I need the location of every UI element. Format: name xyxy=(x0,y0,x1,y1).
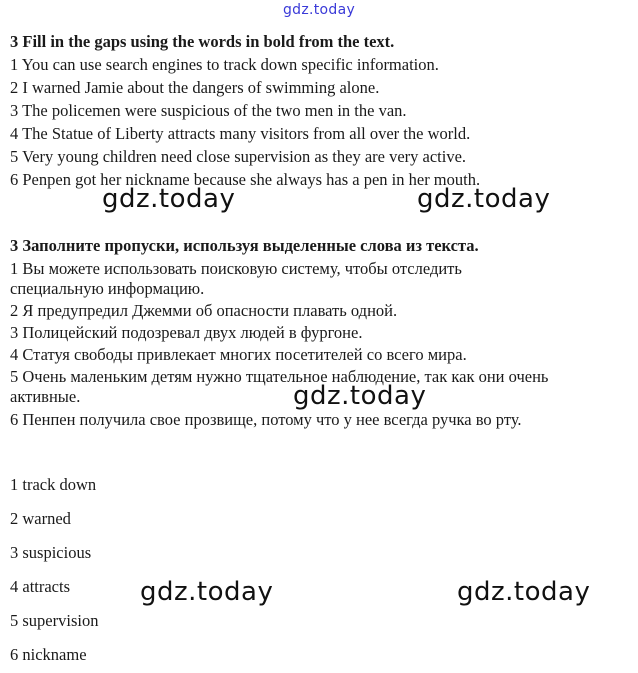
exercise-item-en: 3 The policemen were suspicious of the two men in the van. xyxy=(10,101,407,120)
exercise-item-en: 5 Very young children need close supervision as they are very active. xyxy=(10,147,467,166)
answer-item: 1 track down xyxy=(10,475,97,494)
exercise-item-en: 2 I warned Jamie about the dangers of swimming alone. xyxy=(10,78,380,97)
answer-item: 2 warned xyxy=(10,509,71,528)
answer-item: 4 attracts xyxy=(10,577,71,596)
exercise-line-ru: 1 Вы можете использовать поисковую систему, чтобы отследить xyxy=(10,259,462,278)
answer-item: 5 supervision xyxy=(10,611,99,630)
exercise-item-en: 4 The Statue of Liberty attracts many visitors from all over the world. xyxy=(10,124,471,143)
exercise-line-ru: активные. xyxy=(10,387,81,406)
exercise-line-ru: 2 Я предупредил Джемми об опасности плавать одной. xyxy=(10,301,398,320)
exercise-line-ru: 5 Очень маленьким детям нужно тщательное наблюдение, так как они очень xyxy=(10,367,549,386)
answer-item: 6 nickname xyxy=(10,645,87,664)
site-header-logo: gdz.today xyxy=(282,2,356,18)
watermark: gdz.today xyxy=(417,184,551,214)
exercise-title-ru: 3 Заполните пропуски, используя выделенные слова из текста. xyxy=(10,236,479,255)
exercise-line-ru: 4 Статуя свободы привлекает многих посетителей со всего мира. xyxy=(10,345,467,364)
exercise-item-en: 6 Penpen got her nickname because she always has a pen in her mouth. xyxy=(10,170,481,189)
answer-item: 3 suspicious xyxy=(10,543,92,562)
exercise-line-ru: 6 Пенпен получила свое прозвище, потому что у нее всегда ручка во рту. xyxy=(10,410,522,429)
watermark: gdz.today xyxy=(293,381,427,411)
exercise-line-ru: специальную информацию. xyxy=(10,279,205,298)
exercise-title-en: 3 Fill in the gaps using the words in bold from the text. xyxy=(10,32,395,51)
watermark: gdz.today xyxy=(102,184,236,214)
exercise-item-en: 1 You can use search engines to track down specific information. xyxy=(10,55,439,74)
exercise-line-ru: 3 Полицейский подозревал двух людей в фургоне. xyxy=(10,323,363,342)
watermark: gdz.today xyxy=(457,577,591,607)
watermark: gdz.today xyxy=(140,577,274,607)
